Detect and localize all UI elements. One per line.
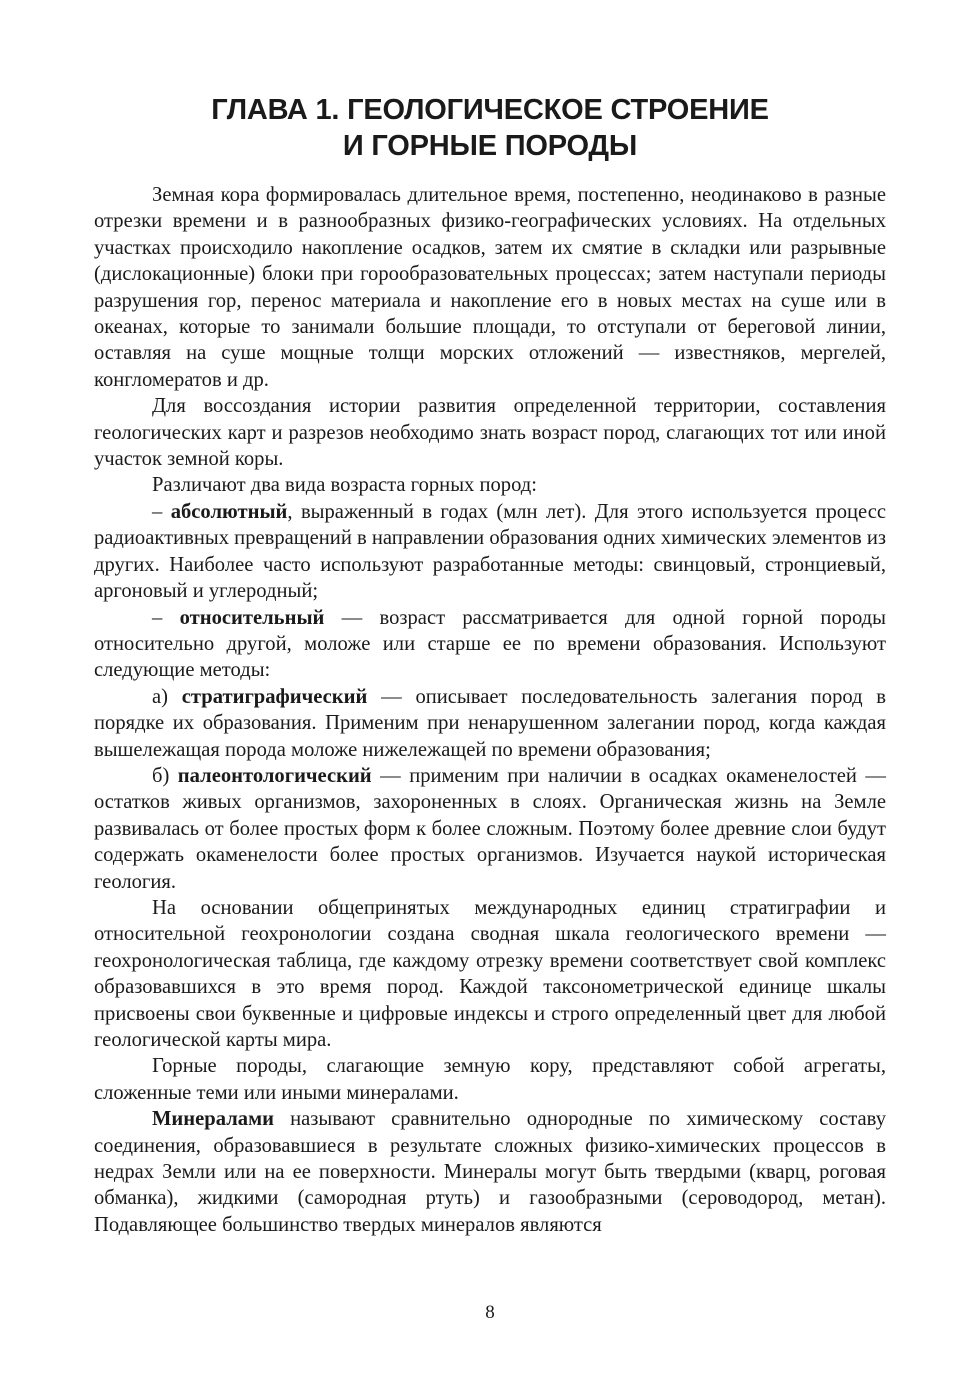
absolute-age-text: , выраженный в годах (млн лет). Для этого используется процесс радиоактивных превращений в направлении образования одних химических элементов из других. Наиболее часто используют разработанные методы: свинцовый, стронциевый, аргоновый и углеродный; bbox=[94, 500, 886, 603]
stratigraphic-text: — описывает последовательность залегания пород в порядке их образования. Применим при ненарушенном залегании пород, когда каждая вышележащая порода моложе нижележащей по времени образования; bbox=[94, 685, 886, 761]
chapter-body bbox=[94, 182, 886, 1238]
paleontological-text: — применим при наличии в осадках окаменелостей — остатков живых организмов, захороненных в слоях. Органическая жизнь на Земле развивалась от более простых форм к более сложным. Поэтому более древние слои будут содержать окаменелости более простых организмов. Изучается наукой историческая геология. bbox=[94, 764, 886, 893]
paragraph-minerals bbox=[94, 1106, 886, 1238]
paragraph-relative-age bbox=[94, 605, 886, 684]
term-stratigraphic: стратиграфический bbox=[181, 685, 368, 708]
list-marker-a: а) bbox=[152, 685, 182, 708]
paragraph-stratigraphic bbox=[94, 684, 886, 763]
list-marker-b: б) bbox=[152, 764, 178, 787]
term-absolute: абсолютный bbox=[170, 500, 288, 523]
paragraph-geochronology: На основании общепринятых международных единиц стратиграфии и относительной геохронологии создана сводная шкала геологического времени — геохронологическая таблица, где каждому отрезку времени соответствует свой комплекс образовавшихся в это время пород. Каждой таксонометрической единице шкалы присвоены свои буквенные и цифровые индексы и строго определенный цвет для любой геологической карты мира. bbox=[94, 896, 886, 1051]
paragraph-absolute-age bbox=[94, 499, 886, 605]
chapter-title bbox=[94, 92, 886, 164]
term-paleontological: палеонтологический bbox=[177, 764, 372, 787]
term-relative: относительный bbox=[179, 606, 325, 629]
paragraph-intro: Земная кора формировалась длительное время, постепенно, неодинаково в разные отрезки времени и в разнообразных физико-географических условиях. На отдельных участках происходило накопление осадков, затем их смятие в складки или разрывные (дислокационные) блоки при горообразовательных процессах; затем наступали периоды разрушения гор, перенос материала и накопление его в новых местах на суше или в океанах, которые то занимали большие площади, то отступали от береговой линии, оставляя на суше мощные толщи морских отложений — известняков, мергелей, конгломератов и др. bbox=[94, 184, 886, 391]
list-dash: – bbox=[152, 606, 180, 629]
paragraph-age-types: Различают два вида возраста горных пород: bbox=[152, 474, 537, 497]
list-dash: – bbox=[152, 500, 171, 523]
chapter-title-line-2: И ГОРНЫЕ ПОРОДЫ bbox=[342, 130, 638, 162]
relative-age-text: — возраст рассматривается для одной горной породы относительно другой, моложе или старше ее по времени образования. Используют следующие методы: bbox=[94, 606, 886, 682]
paragraph-paleontological bbox=[94, 763, 886, 895]
minerals-text: называют сравнительно однородные по химическому составу соединения, образовавшиеся в результате сложных физико-химических процессов в недрах Земли или на ее поверхности. Минералы могут быть твердыми (кварц, роговая обманка), жидкими (самородная ртуть) и газообразными (сероводород, метан). Подавляющее большинство твердых минералов являются bbox=[94, 1108, 886, 1236]
page-content bbox=[94, 92, 886, 1238]
paragraph-rocks: Горные породы, слагающие земную кору, представляют собой агрегаты, сложенные теми или иными минералами. bbox=[94, 1055, 886, 1104]
page-number: 8 bbox=[485, 1302, 495, 1323]
chapter-title-line-1: ГЛАВА 1. ГЕОЛОГИЧЕСКОЕ СТРОЕНИЕ bbox=[211, 94, 769, 126]
paragraph-history: Для воссоздания истории развития определенной территории, составления геологических карт и разрезов необходимо знать возраст пород, слагающих тот или иной участок земной коры. bbox=[94, 395, 886, 471]
term-minerals: Минералами bbox=[152, 1108, 274, 1131]
